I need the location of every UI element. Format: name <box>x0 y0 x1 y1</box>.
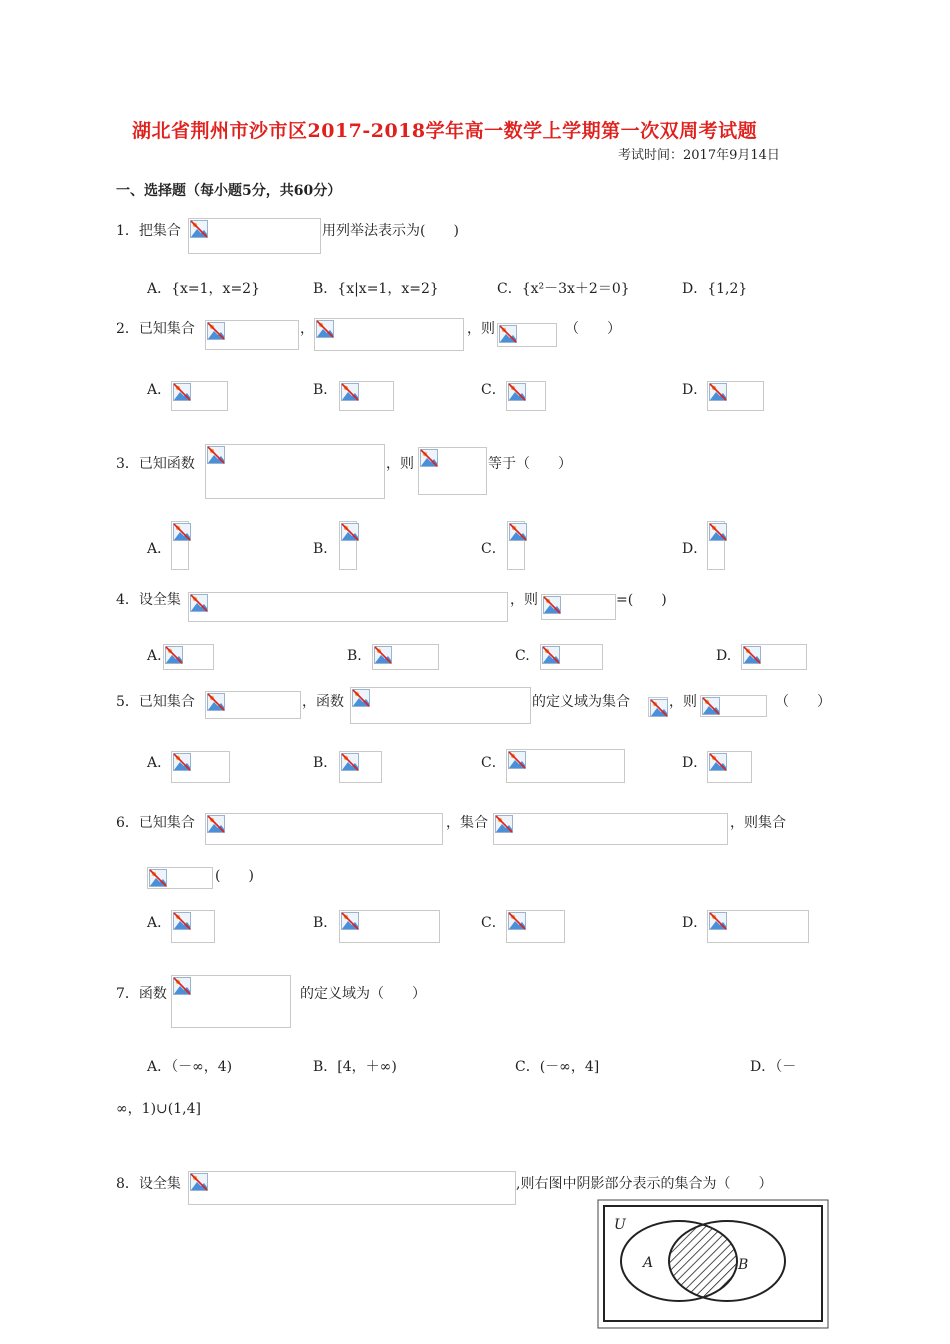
q4-option-c-image <box>540 644 603 670</box>
q5-sep3: ，则 <box>669 694 697 710</box>
q4-stem: 4．设全集 <box>116 592 181 608</box>
q2-option-c-image <box>506 381 546 411</box>
q5-image-4 <box>700 695 767 717</box>
q5-image-3 <box>648 697 668 717</box>
q1-option-b: B．{x|x=1，x=2} <box>313 281 439 297</box>
q6-option-c-image <box>506 910 565 943</box>
q2-label-d: D． <box>682 382 708 398</box>
q2-image-3 <box>497 323 557 347</box>
q3-image-2 <box>418 447 487 495</box>
q2-label-a: A． <box>147 382 172 398</box>
q3-sep1: ，则 <box>386 456 414 472</box>
q3-label-c: C． <box>481 541 506 557</box>
section-heading: 一、选择题（每小题5分，共60分） <box>116 183 342 199</box>
q6-image-3 <box>147 867 213 889</box>
q5-tail: （ ） <box>775 694 831 710</box>
q2-option-b-image <box>339 381 394 411</box>
q6-image-2 <box>493 813 728 845</box>
q5-sep1: ，函数 <box>302 694 344 710</box>
q7-option-d: D．（－ <box>750 1059 797 1075</box>
q7-tail: 的定义域为（ ） <box>300 986 426 1002</box>
q8-image-1 <box>188 1171 516 1205</box>
q3-image-1 <box>205 444 385 499</box>
q2-image-2 <box>314 318 464 351</box>
q3-label-d: D． <box>682 541 708 557</box>
q5-option-d-image <box>707 751 752 783</box>
q3-label-b: B． <box>313 541 338 557</box>
q2-label-b: B． <box>313 382 338 398</box>
q5-label-c: C． <box>481 755 506 771</box>
q5-sep2: 的定义域为集合 <box>532 694 630 710</box>
q3-option-c-image <box>507 521 525 570</box>
q2-image-1 <box>205 320 299 350</box>
q5-stem: 5．已知集合 <box>116 694 195 710</box>
q6-option-d-image <box>707 910 809 943</box>
q6-stem: 6．已知集合 <box>116 815 195 831</box>
q1-option-d: D．{1,2} <box>682 281 748 297</box>
q8-stem: 8．设全集 <box>116 1176 181 1192</box>
q1-stem-a: 1．把集合 <box>116 223 181 239</box>
q6-label-d: D． <box>682 915 708 931</box>
q2-stem: 2．已知集合 <box>116 321 195 337</box>
q3-tail: 等于（ ） <box>488 456 572 472</box>
q6-label-a: A． <box>147 915 172 931</box>
q4-tail: =( ) <box>616 592 667 608</box>
q4-label-b: B. <box>347 648 362 664</box>
venn-label-b: B <box>738 1257 749 1273</box>
q2-sep1: ， <box>300 321 314 337</box>
venn-label-a: A <box>643 1255 654 1271</box>
q3-label-a: A． <box>147 541 172 557</box>
venn-diagram <box>597 1199 829 1329</box>
q1-formula-image <box>188 218 321 254</box>
q7-option-a: A．（－∞，4) <box>147 1059 233 1075</box>
q4-label-c: C. <box>515 648 530 664</box>
q6-sep2: ，则集合 <box>730 815 786 831</box>
q5-option-c-image <box>506 749 625 783</box>
q4-option-b-image <box>372 644 439 670</box>
q6-label-c: C． <box>481 915 506 931</box>
q2-tail: （ ） <box>565 321 621 337</box>
exam-time: 考试时间：2017年9月14日 <box>618 148 780 163</box>
q4-image-2 <box>541 594 616 620</box>
q7-option-d-continued: ∞，1)∪(1,4] <box>116 1101 201 1117</box>
q6-sep1: ，集合 <box>446 815 488 831</box>
q4-sep1: ，则 <box>510 592 538 608</box>
q3-option-d-image <box>707 521 725 570</box>
q2-option-d-image <box>707 381 764 411</box>
q4-option-a-image <box>163 644 214 670</box>
q6-image-1 <box>205 813 443 845</box>
q7-option-b: B．[4，＋∞) <box>313 1059 397 1075</box>
q1-stem-b: 用列举法表示为( ) <box>322 223 459 239</box>
q8-tail: ,则右图中阴影部分表示的集合为（ ） <box>516 1176 773 1192</box>
q5-label-b: B． <box>313 755 338 771</box>
q3-option-b-image <box>339 521 357 570</box>
document-title: 湖北省荆州市沙市区2017-2018学年高一数学上学期第一次双周考试题 <box>132 120 758 142</box>
q5-option-a-image <box>171 751 230 783</box>
q5-label-a: A． <box>147 755 172 771</box>
q5-option-b-image <box>339 751 382 783</box>
q7-stem: 7．函数 <box>116 986 167 1002</box>
q6-label-b: B． <box>313 915 338 931</box>
q5-image-1 <box>205 691 301 719</box>
q2-option-a-image <box>171 381 228 411</box>
q7-option-c: C．(－∞，4] <box>515 1059 600 1075</box>
q2-sep2: ，则 <box>467 321 495 337</box>
q6-option-b-image <box>339 910 440 943</box>
q1-option-a: A．{x=1，x=2} <box>147 281 260 297</box>
q5-image-2 <box>350 687 531 724</box>
q4-label-a: A. <box>147 648 162 664</box>
q7-image-1 <box>171 975 291 1028</box>
q2-label-c: C． <box>481 382 506 398</box>
q4-label-d: D. <box>716 648 732 664</box>
q6-option-a-image <box>171 910 215 943</box>
venn-label-u: U <box>614 1217 626 1233</box>
q1-option-c: C．{x²－3x＋2＝0} <box>497 281 630 297</box>
q3-option-a-image <box>171 521 189 570</box>
q5-label-d: D． <box>682 755 708 771</box>
q4-image-1 <box>188 592 508 622</box>
q3-stem: 3．已知函数 <box>116 456 195 472</box>
q6-tail: ( ) <box>215 868 254 884</box>
q4-option-d-image <box>741 644 807 670</box>
